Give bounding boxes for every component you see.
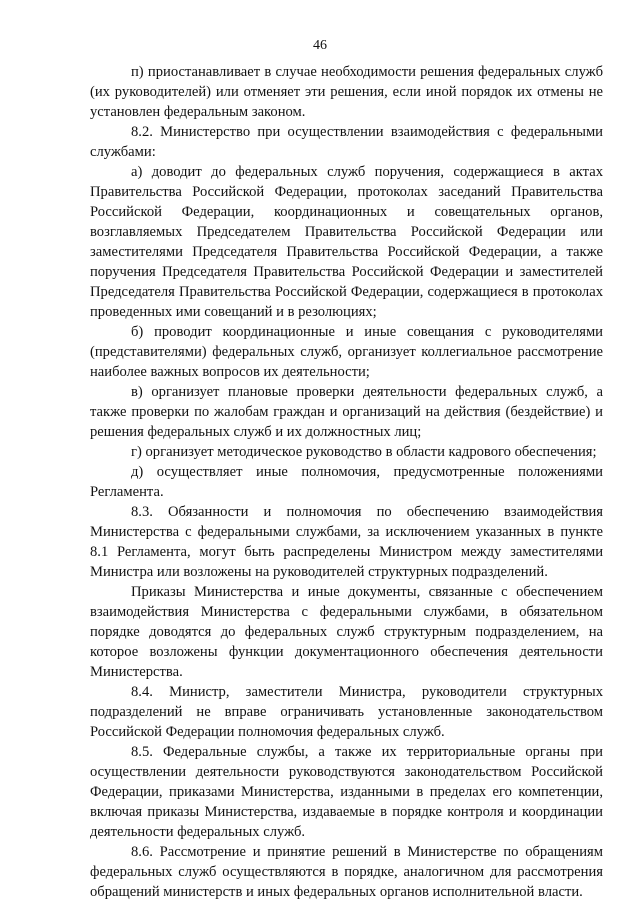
paragraph-section-8-6: 8.6. Рассмотрение и принятие решений в Министерстве по обращениям федеральных служб осуществляются в порядке, аналогичном для рассмотрения обращений министерств и иных федеральных органов исполнительной власти. [90, 844, 603, 900]
paragraph-section-8-5: 8.5. Федеральные службы, а также их территориальные органы при осуществлении деятельности руководствуются законодательством Российской Федерации, приказами Министерства, изданными в пределах его компетенции, включая приказы Министерства, издаваемые в порядке контроля и координации деятельности федеральных служб. [90, 744, 603, 840]
paragraph-item-v: в) организует плановые проверки деятельности федеральных служб, а также проверки по жалобам граждан и организаций на действия (бездействие) и решения федеральных служб и их должностных лиц; [90, 384, 603, 440]
paragraph-section-8-3: 8.3. Обязанности и полномочия по обеспечению взаимодействия Министерства с федеральными службами, за исключением указанных в пункте 8.1 Регламента, могут быть распределены Министром между заместителями Министра или возложены на руководителей структурных подразделений. [90, 504, 603, 580]
paragraph-section-8-4: 8.4. Министр, заместители Министра, руководители структурных подразделений не вправе ограничивать установленные законодательством Российской Федерации полномочия федеральных служб. [90, 684, 603, 740]
paragraph-item-b: б) проводит координационные и иные совещания с руководителями (представителями) федеральных служб, организует коллегиальное рассмотрение наиболее важных вопросов их деятельности; [90, 324, 603, 380]
paragraph-item-p: п) приостанавливает в случае необходимости решения федеральных служб (их руководителей) или отменяет эти решения, если иной порядок их отмены не установлен федеральным законом. [90, 64, 603, 120]
paragraph-section-8-2: 8.2. Министерство при осуществлении взаимодействия с федеральными службами: [90, 124, 603, 160]
paragraph-item-g: г) организует методическое руководство в области кадрового обеспечения; [131, 444, 597, 460]
document-body [90, 62, 603, 902]
page-number: 46 [313, 38, 327, 53]
paragraph-item-d: д) осуществляет иные полномочия, предусмотренные положениями Регламента. [90, 464, 603, 500]
paragraph-item-a: а) доводит до федеральных служб поручения, содержащиеся в актах Правительства Российской Федерации, протоколах заседаний Правительства Российской Федерации, координационных и совещательных органов, возглавляемых Председателем Правительства Российской Федерации или заместителями Председателя Правительства Российской Федерации, а также поручения Председателя Правительства Российской Федерации и заместителей Председателя Правительства Российской Федерации, содержащиеся в протоколах проведенных ими совещаний и в резолюциях; [90, 164, 603, 320]
paragraph-orders: Приказы Министерства и иные документы, связанные с обеспечением взаимодействия Министерства с федеральными службами, в обязательном порядке доводятся до федеральных служб структурным подразделением, на которое возложены функции документационного обеспечения деятельности Министерства. [90, 584, 603, 680]
